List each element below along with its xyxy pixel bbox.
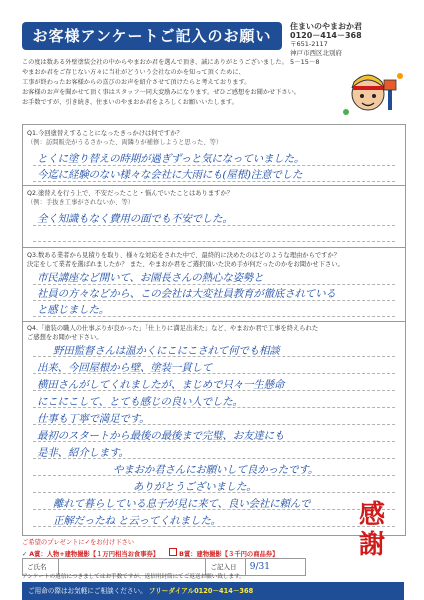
question-hint: （例：手抜き工事がされないか、等） — [27, 199, 135, 206]
gift-label: ご希望のプレゼントに✓をお付け下さい — [22, 539, 135, 546]
question-1 — [27, 129, 397, 147]
answer-text[interactable]: 市民講座など開いて、お園長さんの熱心な姿勢と — [37, 272, 264, 284]
gift-checkbox-b[interactable] — [169, 548, 177, 556]
bottom-text: ご用命の際はお気軽にご相談ください。 — [28, 587, 147, 595]
date-label: ご記入日 — [206, 559, 245, 575]
bottom-banner — [22, 582, 404, 600]
section-divider — [23, 321, 405, 322]
intro-line: お手数ですが、引き続き、住まいのやまおか君をよろしくお願いいたします。 — [22, 99, 238, 106]
date-field[interactable]: 9/31 — [249, 562, 270, 572]
mascot-illustration — [338, 68, 408, 120]
answer-line — [33, 241, 395, 242]
footer-line: アンケートの返信につきましてはお手数ですが、返信用封筒にてご返送お願い致します。 — [22, 574, 245, 580]
answer-text[interactable]: やまおか君さんにお願いして良かったです。 — [113, 464, 319, 476]
footer-text — [22, 574, 352, 581]
answer-text[interactable]: 今迄に経験のない様々な会社に大雨にも(屋根)注意でした — [37, 169, 303, 181]
intro-line: 工事が終わったお客様からの喜びのお声を紹介させて頂けたらと考えております。 — [22, 79, 251, 86]
name-field[interactable] — [59, 559, 207, 575]
question-2 — [27, 189, 397, 207]
answer-text[interactable]: 離れて暮らしている息子が見に来て、良い会社に頼んで — [53, 498, 311, 510]
answer-text[interactable]: とくに塗り替えの時期が過ぎずっと気になっていました。 — [37, 153, 305, 165]
gift-section — [22, 538, 278, 560]
question-3 — [27, 251, 397, 269]
answer-text[interactable]: 是非、紹介します。 — [37, 447, 129, 459]
question-hint: （例：訪問販売がうるさかった、両隣りが補修しようと思った、等） — [27, 139, 223, 146]
thanks-stamp — [352, 500, 392, 560]
answer-text[interactable]: 正解だったね と云ってくれました。 — [53, 515, 221, 527]
company-address-2: 5－15－8 — [290, 58, 320, 66]
company-postal: 〒651-2117 — [290, 40, 328, 48]
company-address-1: 神戸市西区北別府 — [290, 49, 342, 57]
question-label: Q3.数ある業者から見積りを取り、様々な対応をされた中で、最終的に決めたのはどのような理由からですか？ — [27, 252, 341, 259]
intro-text — [22, 58, 322, 108]
answer-text[interactable]: 野田監督さんは温かくにこにこされて何でも相談 — [53, 345, 280, 357]
gift-option-b[interactable]: B賞：建物撮影【３千円の商品券】 — [179, 551, 279, 558]
question-4 — [27, 324, 397, 342]
question-label: Q1.今回塗替えすることになったきっかけは何ですか？ — [27, 130, 183, 137]
answer-text[interactable]: 横田さんがしてくれましたが、まじめで只々一生懸命 — [37, 379, 285, 391]
answer-text[interactable]: と感じました。 — [37, 304, 110, 316]
question-label: 決定をして業者を選ばれましたか？ また、やまおか君をご選択頂いた決め手が何だったのかをお聞かせ下さい。 — [27, 261, 344, 268]
section-divider — [23, 185, 405, 186]
bottom-phone[interactable]: フリーダイアル0120－414－368 — [148, 587, 254, 595]
gift-option-a[interactable]: A賞：人物+建物撮影【１万円相当お食事券】 — [29, 551, 160, 558]
answer-text[interactable]: 出来、今回屋根から壁、塗装一貫して — [37, 362, 213, 374]
intro-line: この度は数ある外壁塗装会社の中からやまおか君を選んで頂き、誠にありがとうございました。 — [22, 59, 288, 66]
answer-text[interactable]: 社員の方々などから、この会社は大変社員教育が徹底されている — [37, 288, 336, 300]
company-name: 住まいのやまおか君 — [290, 22, 362, 31]
section-divider — [23, 247, 405, 248]
answer-text[interactable]: 全く知識もなく費用の面でも不安でした。 — [37, 213, 233, 225]
thanks-char: 謝 — [358, 530, 385, 560]
question-label: ご感想をお聞かせ下さい。 — [27, 334, 103, 341]
answer-text[interactable]: 仕事も丁寧で満足です。 — [37, 413, 150, 425]
answer-text[interactable]: ありがとうございました。 — [133, 481, 257, 493]
page-title: お客様アンケートご記入のお願い — [22, 22, 282, 50]
gift-checkmark[interactable]: ✓ — [22, 551, 28, 558]
thanks-char: 感 — [358, 500, 385, 530]
name-label: ご氏名 — [23, 559, 59, 575]
intro-line: お客様のお声を聞かせて頂く事はスタッフ一同大変励みになります。ぜひご感想をお聞かせ下さい。 — [22, 89, 300, 96]
company-tel: 0120－414－368 — [290, 31, 362, 40]
answer-text[interactable]: 最初のスタートから最後の最後まで完璧、お友達にも — [37, 430, 285, 442]
intro-line: やまおか君をご存じない方々に当社がどういう会社なのかを知って頂くために、 — [22, 69, 245, 76]
question-label: Q4.「塗装の職人の仕事ぶりが良かった」「仕上りに満足出来た」など、やまおか君で工事を終えられた — [27, 325, 319, 332]
survey-form — [22, 124, 406, 536]
answer-text[interactable]: にこにこして、とても感じの良い人でした。 — [37, 396, 243, 408]
question-label: Q2.塗替えを行う上で、不安だったこと・悩んでいたことはありますか？ — [27, 190, 234, 197]
